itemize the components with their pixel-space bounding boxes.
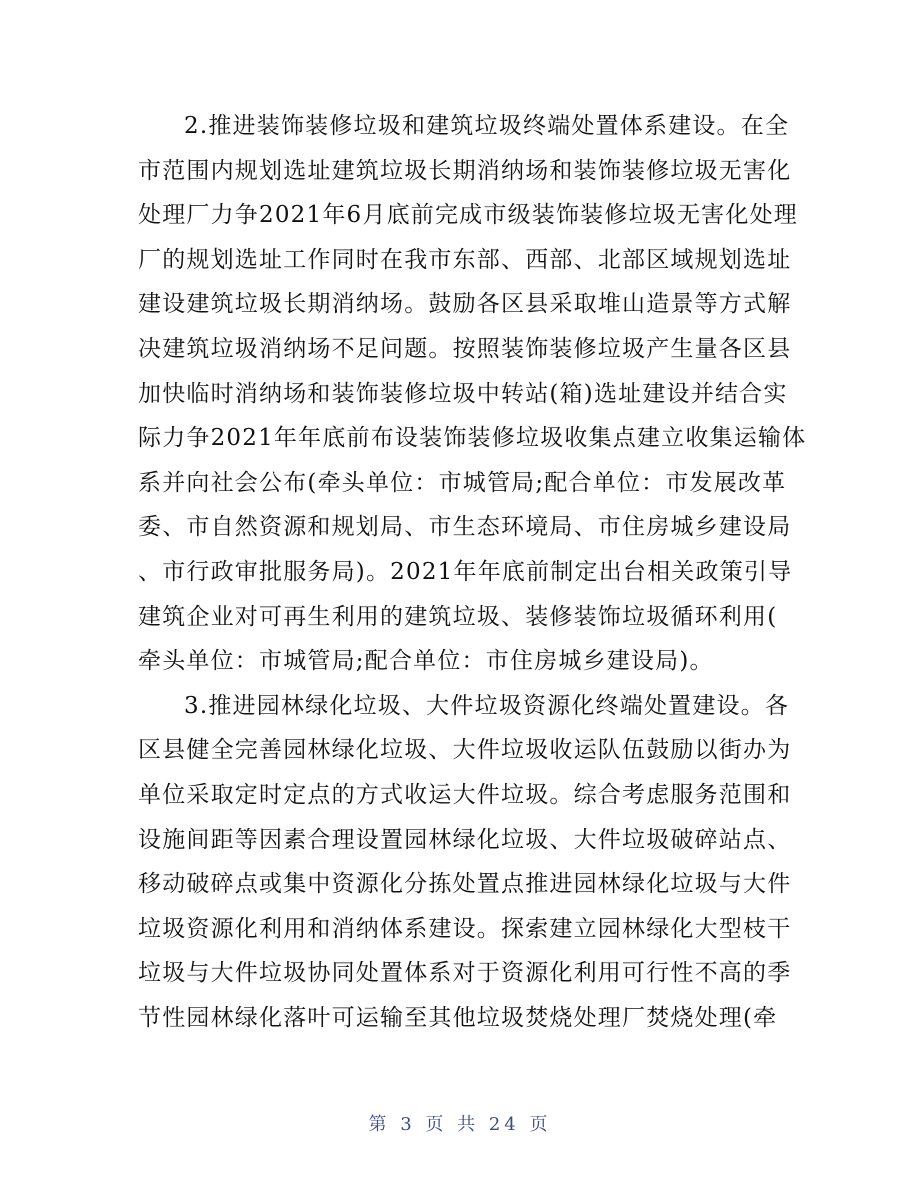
body-text [138, 104, 807, 1040]
paragraph-line: 节性园林绿化落叶可运输至其他垃圾焚烧处理厂焚烧处理(牵 [138, 1004, 778, 1031]
page-number-footer: 第 3 页 共 24 页 [368, 1114, 552, 1135]
paragraph-line: 设施间距等因素合理设置园林绿化垃圾、大件垃圾破碎站点、 [138, 826, 792, 853]
paragraph-line: 厂的规划选址工作同时在我市东部、西部、北部区域规划选址 [138, 246, 792, 273]
paragraph-line: 系并向社会公布(牵头单位：市城管局;配合单位：市发展改革 [138, 469, 787, 496]
paragraph-line: 建筑企业对可再生利用的建筑垃圾、装修装饰垃圾循环利用( [138, 603, 778, 630]
paragraph-line: 单位采取定时定点的方式收运大件垃圾。综合考虑服务范围和 [138, 781, 792, 808]
paragraph-line: 委、市自然资源和规划局、市生态环境局、市住房城乡建设局 [138, 514, 792, 541]
paragraph-line: 垃圾资源化利用和消纳体系建设。探索建立园林绿化大型枝干 [138, 915, 792, 942]
paragraph-line: 建设建筑垃圾长期消纳场。鼓励各区县采取堆山造景等方式解 [138, 291, 792, 318]
paragraph-line: 处理厂力争2021年6月底前完成市级装饰装修垃圾无害化处理 [138, 202, 798, 229]
paragraph-line: 加快临时消纳场和装饰装修垃圾中转站(箱)选址建设并结合实 [138, 380, 788, 407]
paragraph-line: 2.推进装饰装修垃圾和建筑垃圾终端处置体系建设。在全 [184, 113, 790, 139]
paragraph-line: 市范围内规划选址建筑垃圾长期消纳场和装饰装修垃圾无害化 [138, 157, 792, 184]
paragraph-line: 移动破碎点或集中资源化分拣处置点推进园林绿化垃圾与大件 [138, 871, 792, 898]
paragraph-line: 垃圾与大件垃圾协同处置体系对于资源化利用可行性不高的季 [138, 960, 792, 987]
paragraph-line: 3.推进园林绿化垃圾、大件垃圾资源化终端处置建设。各 [184, 692, 790, 719]
paragraph-line: 区县健全完善园林绿化垃圾、大件垃圾收运队伍鼓励以街办为 [138, 737, 792, 764]
paragraph-line: 牵头单位：市城管局;配合单位：市住房城乡建设局)。 [138, 648, 714, 675]
paragraph-line: 际力争2021年年底前布设装饰装修垃圾收集点建立收集运输体 [138, 425, 807, 452]
paragraph-line: 决建筑垃圾消纳场不足问题。按照装饰装修垃圾产生量各区县 [138, 335, 792, 362]
paragraph-line: 、市行政审批服务局)。2021年年底前制定出台相关政策引导 [138, 558, 793, 585]
